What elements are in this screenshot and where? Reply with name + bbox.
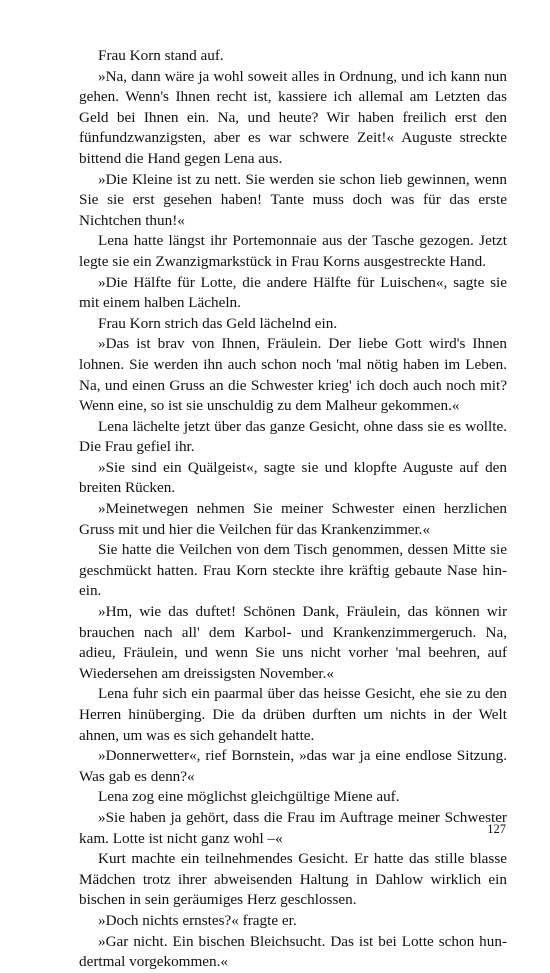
paragraph: »Meinetwegen nehmen Sie meiner Schwester einen herzlichen Gruss mit und hier die Veilchen für das Krankenzimmer.« — [79, 500, 507, 538]
paragraph: »Donnerwetter«, rief Bornstein, »das war ja eine endlose Sitzung. Was gab es denn?« — [79, 747, 507, 785]
paragraph: »Gar nicht. Ein bischen Bleichsucht. Das ist bei Lotte schon hundertmal vorgekommen.« — [79, 932, 507, 971]
paragraph: Lena fuhr sich ein paarmal über das heisse Gesicht, ehe sie zu den Herren hinüberging. Die da drüben durften um nichts in der Welt ahnen, um was es sich gehandelt hatte. — [79, 685, 507, 744]
paragraph: Frau Korn strich das Geld lächelnd ein. — [98, 314, 338, 332]
paragraph: »Die Hälfte für Lotte, die andere Hälfte für Luischen«, sagte sie mit einem halben Lächeln. — [79, 273, 507, 312]
paragraph: »Die Kleine ist zu nett. Sie werden sie schon lieb gewinnen, wenn Sie sie erst gesehen haben! Tante muss doch was für das erste Nichtchen thun!« — [79, 170, 507, 229]
paragraph: Frau Korn stand auf. — [98, 47, 224, 64]
paragraph: Kurt machte ein teilnehmendes Gesicht. Er hatte das stille blasse Mädchen trotz ihrer abweisenden Haltung in Dahlow wirklich ein bischen in sein geräumiges Herz geschlossen. — [79, 850, 507, 909]
paragraph: Sie hatte die Veilchen von dem Tisch genommen, dessen Mitte sie geschmückt hatten. Frau Korn steckte ihre kräftig gebaute Nase hinein. — [79, 541, 507, 600]
paragraph: Lena zog eine möglichst gleichgültige Miene auf. — [98, 788, 400, 806]
page-text — [79, 46, 507, 973]
page-number: 127 — [487, 822, 506, 836]
paragraph: Lena lächelte jetzt über das ganze Gesicht, ohne dass sie es wollte. Die Frau gefiel ihr. — [79, 417, 507, 456]
paragraph: Lena hatte längst ihr Portemonnaie aus der Tasche gezogen. Jetzt legte sie ein Zwanzigmarkstück in Frau Korns ausgestreckte Hand. — [79, 232, 507, 270]
paragraph: »Na, dann wäre ja wohl soweit alles in Ordnung, und ich kann nun gehen. Wenn's Ihnen recht ist, kassiere ich allemal am Letzten das Geld bei Ihnen ein. Na, und heute? Wir haben freilich erst den fünfundzwanzigsten, aber es war schwere Zeit!« Auguste streckte bittend die Hand gegen Lena aus. — [79, 67, 507, 167]
paragraph: »Hm, wie das duftet! Schönen Dank, Fräulein, das können wir brauchen nach all' dem Karbol- und Krankenzimmergeruch. Na, adieu, Fräulein, und wenn Sie uns nicht vorher 'mal beehren, auf Wiedersehen am dreissigsten November.« — [79, 603, 507, 682]
paragraph: »Doch nichts ernstes?« fragte er. — [98, 911, 297, 929]
paragraph: »Sie sind ein Quälgeist«, sagte sie und klopfte Auguste auf den breiten Rücken. — [79, 458, 507, 497]
paragraph: »Sie haben ja gehört, dass die Frau im Auftrage meiner Schwester kam. Lotte ist nicht ganz wohl –« — [79, 808, 507, 847]
paragraph: »Das ist brav von Ihnen, Fräulein. Der liebe Gott wird's Ihnen lohnen. Sie werden ihn auch schon noch 'mal nötig haben im Leben. Na, und einen Gruss an die Schwester krieg' ich doch auch noch mit? Wenn eine, so ist sie unschuldig zu dem Malheur gekommen.« — [79, 335, 507, 415]
